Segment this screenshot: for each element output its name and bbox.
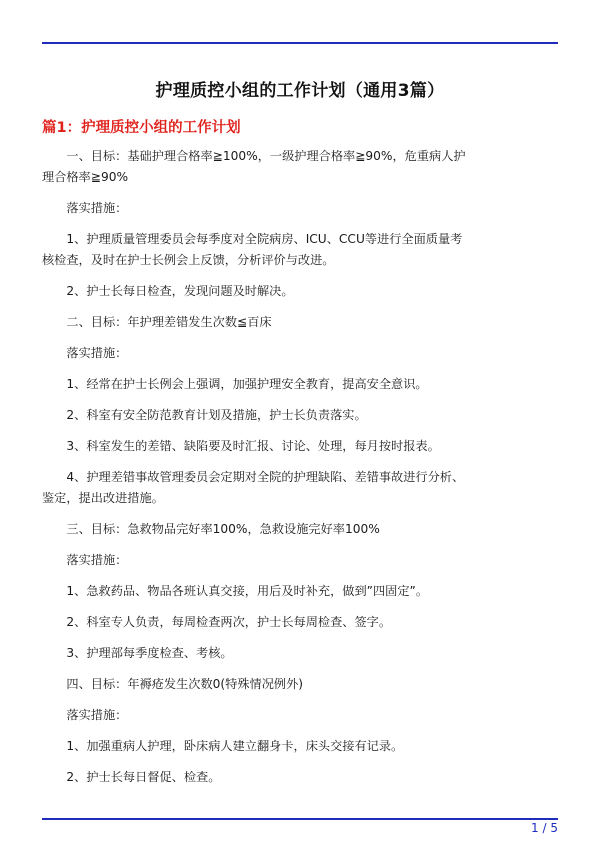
page-number: 1 / 5 bbox=[531, 821, 558, 835]
paragraph-item: 4、护理差错事故管理委员会定期对全院的护理缺陷、差错事故进行分析、鉴定，提出改进措施。 bbox=[42, 470, 465, 505]
paragraph-goal-1: 一、目标：基础护理合格率≧100%，一级护理合格率≧90%，危重病人护理合格率≧90% bbox=[42, 149, 466, 184]
paragraph-measures-label: 落实措施： bbox=[66, 201, 128, 215]
paragraph-item: 1、护理质量管理委员会每季度对全院病房、ICU、CCU等进行全面质量考核检查，及时在护士长例会上反馈，分析评价与改进。 bbox=[42, 232, 463, 267]
paragraph-item: 2、科室专人负责，每周检查两次，护士长每周检查、签字。 bbox=[66, 615, 392, 629]
paragraph-item: 2、护士长每日检查，发现问题及时解决。 bbox=[66, 284, 294, 298]
paragraph-item: 1、经常在护士长例会上强调，加强护理安全教育，提高安全意识。 bbox=[66, 377, 428, 391]
paragraph-measures-label: 落实措施： bbox=[66, 346, 128, 360]
header-rule bbox=[42, 42, 558, 44]
paragraph-item: 3、护理部每季度检查、考核。 bbox=[66, 646, 233, 660]
section-heading: 篇1：护理质控小组的工作计划 bbox=[42, 120, 241, 136]
paragraph-item: 2、护士长每日督促、检查。 bbox=[66, 770, 221, 784]
paragraph-measures-label: 落实措施： bbox=[66, 553, 128, 567]
paragraph-item: 2、科室有安全防范教育计划及措施，护士长负责落实。 bbox=[66, 408, 367, 422]
paragraph-goal-3: 三、目标：急救物品完好率100%，急救设施完好率100% bbox=[66, 522, 380, 536]
document-title: 护理质控小组的工作计划（通用3篇） bbox=[155, 81, 445, 101]
paragraph-measures-label: 落实措施： bbox=[66, 708, 128, 722]
paragraph-goal-4: 四、目标：年褥疮发生次数0(特殊情况例外) bbox=[66, 677, 304, 691]
paragraph-item: 3、科室发生的差错、缺陷要及时汇报、讨论、处理，每月按时报表。 bbox=[66, 439, 440, 453]
footer-rule bbox=[42, 818, 558, 820]
paragraph-item: 1、急救药品、物品各班认真交接，用后及时补充，做到”四固定”。 bbox=[66, 584, 429, 598]
document-body bbox=[42, 146, 470, 798]
paragraph-goal-2: 二、目标：年护理差错发生次数≦百床 bbox=[66, 315, 272, 329]
paragraph-item: 1、加强重病人护理，卧床病人建立翻身卡，床头交接有记录。 bbox=[66, 739, 404, 753]
